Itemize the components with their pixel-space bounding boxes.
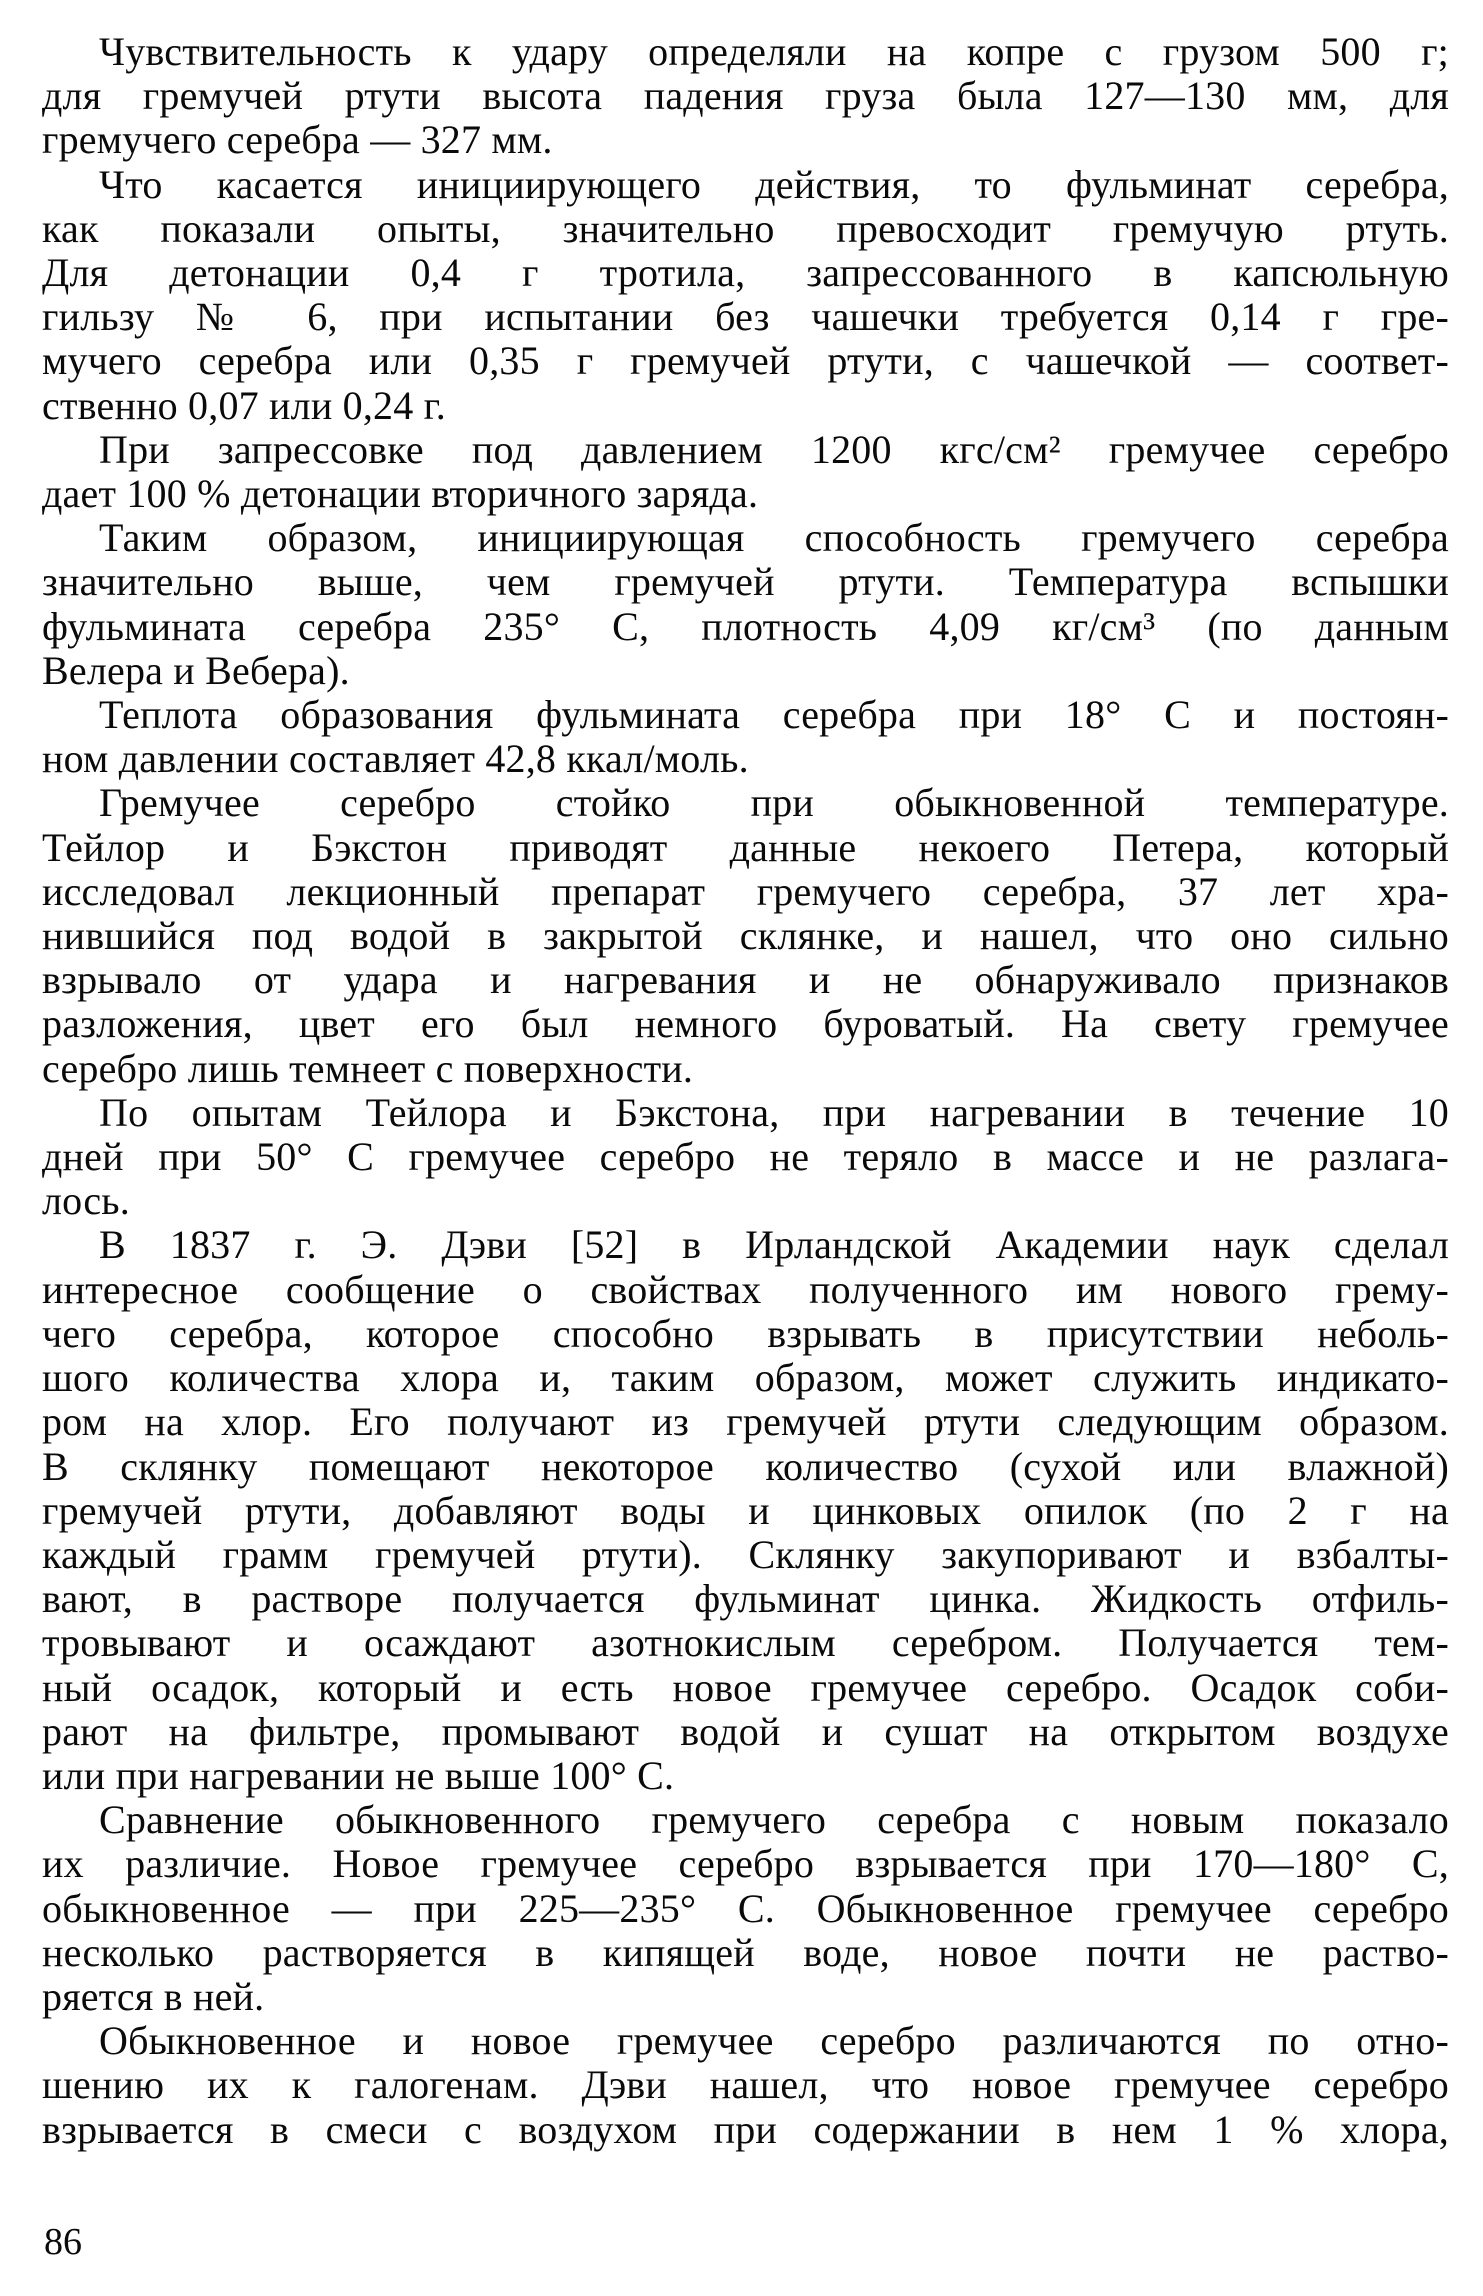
text-line: исследовал лекционный препарат гремучего серебра, 37 лет хра- bbox=[42, 868, 1449, 914]
paragraph bbox=[42, 1223, 1449, 1798]
text-line: дает 100 % детонации вторичного заряда. bbox=[42, 471, 759, 517]
paragraph bbox=[42, 30, 1449, 163]
text-line: При запрессовке под давлением 1200 кгс/см² гремучее серебро bbox=[99, 426, 1449, 472]
text-line: Таким образом, инициирующая способность гремучего серебра bbox=[99, 515, 1449, 561]
paragraph bbox=[42, 781, 1449, 1090]
text-line: вают, в растворе получается фульминат цинка. Жидкость отфиль- bbox=[42, 1576, 1449, 1622]
paragraph bbox=[42, 516, 1449, 693]
body-text bbox=[42, 30, 1449, 2152]
text-line: гильзу № 6, при испытании без чашечки требуется 0,14 г гре- bbox=[42, 294, 1449, 340]
text-line: Гремучее серебро стойко при обыкновенной температуре. bbox=[99, 780, 1449, 826]
page-number: 86 bbox=[44, 2221, 82, 2263]
text-line: шого количества хлора и, таким образом, может служить индикато- bbox=[42, 1355, 1449, 1401]
text-line: Теплота образования фульмината серебра при 18° С и постоян- bbox=[99, 692, 1449, 738]
text-line: нившийся под водой в закрытой склянке, и нашел, что оно сильно bbox=[42, 913, 1449, 959]
text-line: рают на фильтре, промывают водой и сушат на открытом воздухе bbox=[42, 1708, 1449, 1754]
text-line: Тейлор и Бэкстон приводят данные некоего Петера, который bbox=[42, 824, 1449, 870]
text-line: Обыкновенное и новое гремучее серебро различаются по отно- bbox=[99, 2018, 1449, 2064]
text-line: шению их к галогенам. Дэви нашел, что новое гремучее серебро bbox=[42, 2062, 1449, 2108]
text-line: лось. bbox=[42, 1178, 130, 1224]
text-line: ром на хлор. Его получают из гремучей ртути следующим образом. bbox=[42, 1399, 1449, 1445]
text-line: каждый грамм гремучей ртути). Склянку закупоривают и взбалты- bbox=[42, 1531, 1449, 1577]
text-line: тровывают и осаждают азотнокислым серебром. Получается тем- bbox=[42, 1620, 1449, 1666]
text-line: их различие. Новое гремучее серебро взрывается при 170—180° С, bbox=[42, 1841, 1449, 1887]
paragraph bbox=[42, 163, 1449, 428]
text-line: По опытам Тейлора и Бэкстона, при нагревании в течение 10 bbox=[99, 1089, 1449, 1135]
text-line: гремучего серебра — 327 мм. bbox=[42, 117, 553, 163]
text-line: несколько растворяется в кипящей воде, новое почти не раство- bbox=[42, 1929, 1449, 1975]
text-line: чего серебра, которое способно взрывать в присутствии неболь- bbox=[42, 1310, 1449, 1356]
text-line: мучего серебра или 0,35 г гремучей ртути, с чашечкой — соответ- bbox=[42, 338, 1449, 384]
text-line: В 1837 г. Э. Дэви [52] в Ирландской Академии наук сделал bbox=[99, 1222, 1449, 1268]
text-line: ный осадок, который и есть новое гремучее серебро. Осадок соби- bbox=[42, 1664, 1449, 1710]
text-line: для гремучей ртути высота падения груза была 127—130 мм, для bbox=[42, 73, 1449, 119]
text-line: ряется в ней. bbox=[42, 1973, 265, 2019]
text-line: Что касается инициирующего действия, то фульминат серебра, bbox=[99, 161, 1449, 207]
text-line: значительно выше, чем гремучей ртути. Температура вспышки bbox=[42, 559, 1449, 605]
text-line: ном давлении составляет 42,8 ккал/моль. bbox=[42, 736, 749, 782]
text-line: как показали опыты, значительно превосходит гремучую ртуть. bbox=[42, 205, 1449, 251]
text-line: разложения, цвет его был немного буроватый. На свету гремучее bbox=[42, 1001, 1449, 1047]
text-line: дней при 50° С гремучее серебро не теряло в массе и не разлага- bbox=[42, 1134, 1449, 1180]
text-line: Чувствительность к удару определяли на копре с грузом 500 г; bbox=[99, 29, 1449, 74]
text-line: В склянку помещают некоторое количество (сухой или влажной) bbox=[42, 1443, 1449, 1489]
text-line: Велера и Вебера). bbox=[42, 647, 350, 693]
paragraph bbox=[42, 428, 1449, 516]
text-line: взрывается в смеси с воздухом при содержании в нем 1 % хлора, bbox=[42, 2106, 1449, 2152]
paragraph bbox=[42, 693, 1449, 781]
text-line: фульмината серебра 235° С, плотность 4,09 кг/см³ (по данным bbox=[42, 603, 1449, 649]
text-line: гремучей ртути, добавляют воды и цинковых опилок (по 2 г на bbox=[42, 1487, 1449, 1533]
text-line: ственно 0,07 или 0,24 г. bbox=[42, 382, 446, 428]
text-line: обыкновенное — при 225—235° С. Обыкновенное гремучее серебро bbox=[42, 1885, 1449, 1931]
text-line: взрывало от удара и нагревания и не обнаруживало признаков bbox=[42, 957, 1449, 1003]
text-line: или при нагревании не выше 100° С. bbox=[42, 1752, 675, 1798]
paragraph bbox=[42, 1091, 1449, 1224]
text-line: интересное сообщение о свойствах полученного им нового грему- bbox=[42, 1266, 1449, 1312]
text-line: серебро лишь темнеет с поверхности. bbox=[42, 1045, 694, 1091]
paragraph bbox=[42, 1798, 1449, 2019]
text-line: Сравнение обыкновенного гремучего серебра с новым показало bbox=[99, 1797, 1449, 1843]
text-line: Для детонации 0,4 г тротила, запрессованного в капсюльную bbox=[42, 250, 1449, 296]
paragraph bbox=[42, 2019, 1449, 2152]
